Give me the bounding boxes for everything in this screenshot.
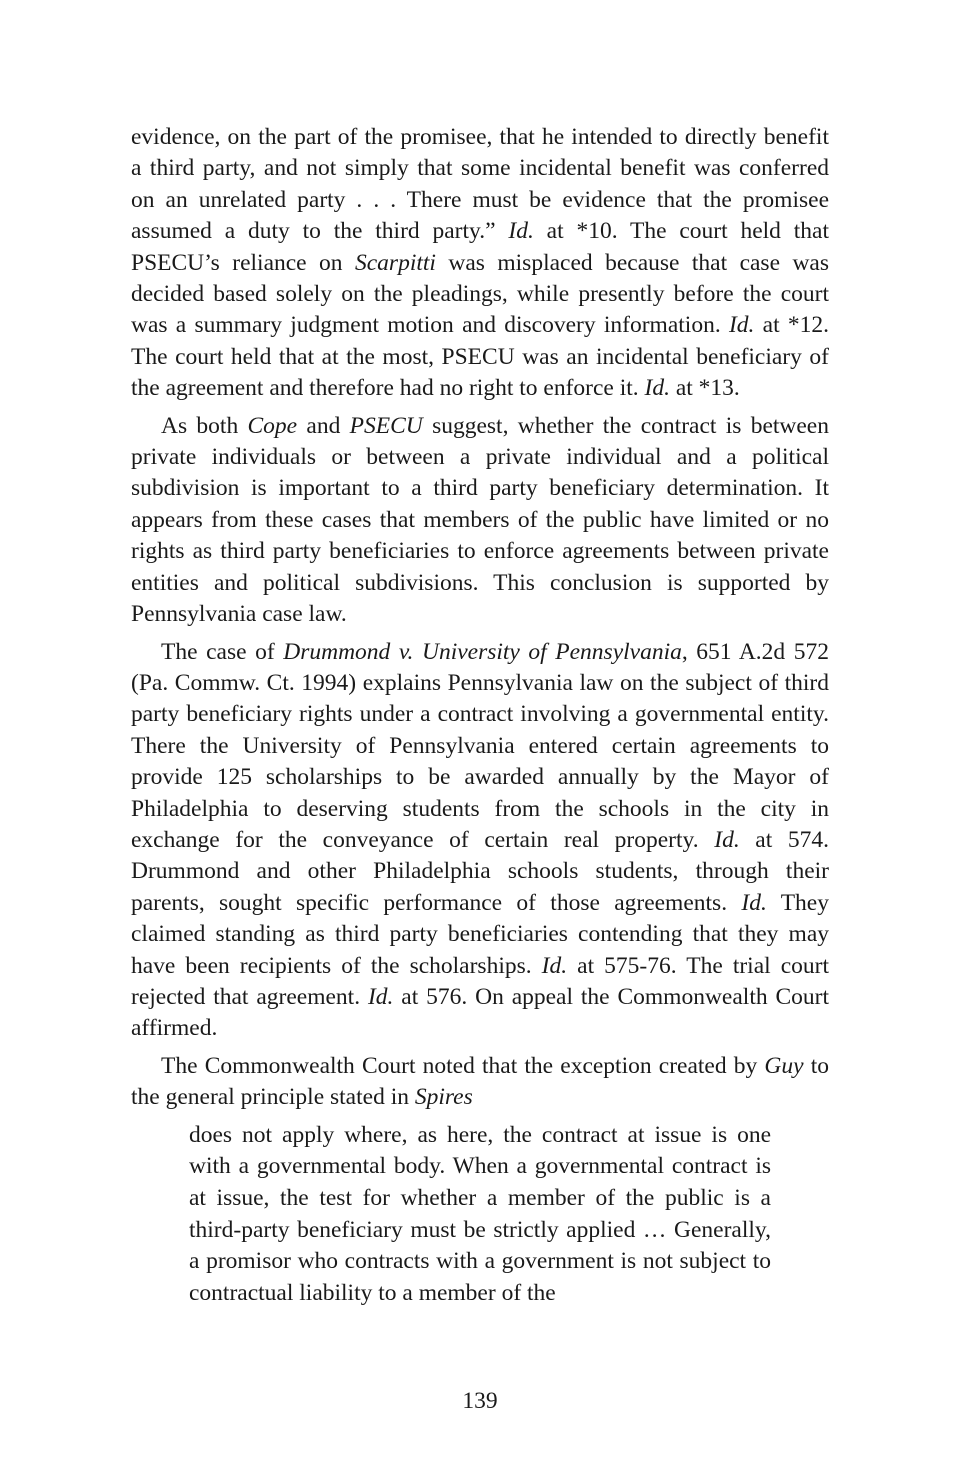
text-run: suggest, whether the contract is between private individuals or between a private individual and a political subdivision is important to a third party beneficiary determination. It appears from these cases that members of the public have limited or no rights as third party beneficiaries to enforce agreements between private entities and political subdivisions. This conclusion is supported by Pennsylvania case law. [131,412,829,628]
italic-text: Id. [714,826,740,853]
text-run: The Commonwealth Court noted that the exception created by [161,1052,765,1079]
italic-text: PSECU [349,412,423,439]
italic-text: Id. [644,375,670,402]
italic-text: Id. [728,312,755,339]
block-quote: does not apply where, as here, the contract at issue is one with a governmental body. When a governmental contract is at issue, the test for whether a member of the public is a third-party beneficiary must be strictly applied … Generally, a promisor who contracts with a government is not subject to contractual liability to a member of the [189,1121,771,1307]
italic-text: Id. [367,983,394,1010]
paragraph [131,411,829,631]
text-run: at 574. Drummond and other Philadelphia schools students, through their parents, sought specific performance of those agreements. [131,826,829,916]
body-text [131,122,829,1114]
text-run: at *12. The court held that at the most, PSECU was an incidental beneficiary of the agreement and therefore had no right to enforce it. [131,312,830,402]
text-run: , 651 A.2d 572 (Pa. Commw. Ct. 1994) explains Pennsylvania law on the subject of third party beneficiary rights under a contract involving a governmental entity. There the University of Pennsylvania entered certain agreements to provide 125 scholarships to be awarded annually by the Mayor of Philadelphia to deserving students from the schools in the city in exchange for the conveyance of certain real property. [131,638,829,853]
italic-text: Id. [508,218,534,245]
page-number: 139 [462,1388,498,1414]
italic-text: Id. [741,889,767,916]
text-run: As both [161,412,248,439]
italic-text: Drummond v. University of Pennsylvania [283,638,682,665]
text-run: evidence, on the part of the promisee, that he intended to directly benefit a third party, and not simply that some incidental benefit was conferred on an unrelated party . . . There must be evidence that the promisee assumed a duty to the third party.” [131,124,829,245]
italic-text: Scarpitti [355,249,436,276]
italic-text: Spires [414,1084,473,1111]
text-run: to the general principle stated in [131,1052,829,1111]
italic-text: Id. [541,952,568,979]
paragraph [131,1051,829,1114]
paragraph [131,122,829,405]
text-run: at *10. The court held that PSECU’s reliance on [131,218,829,276]
text-run: They claimed standing as third party beneficiaries contending that they may have been recipients of the scholarships. [131,889,829,979]
page-body [131,122,829,1310]
text-run: at 575-76. The trial court rejected that agreement. [131,952,829,1010]
paragraph [131,637,829,1045]
text-run: at *13. [669,375,740,402]
text-run: was misplaced because that case was decided based solely on the pleadings, while presently before the court was a summary judgment motion and discovery information. [131,249,829,339]
italic-text: Guy [764,1052,804,1079]
italic-text: Cope [247,412,298,439]
text-run: The case of [161,638,284,665]
text-run: at 576. On appeal the Commonwealth Court affirmed. [131,983,829,1042]
text-run: and [297,412,350,439]
